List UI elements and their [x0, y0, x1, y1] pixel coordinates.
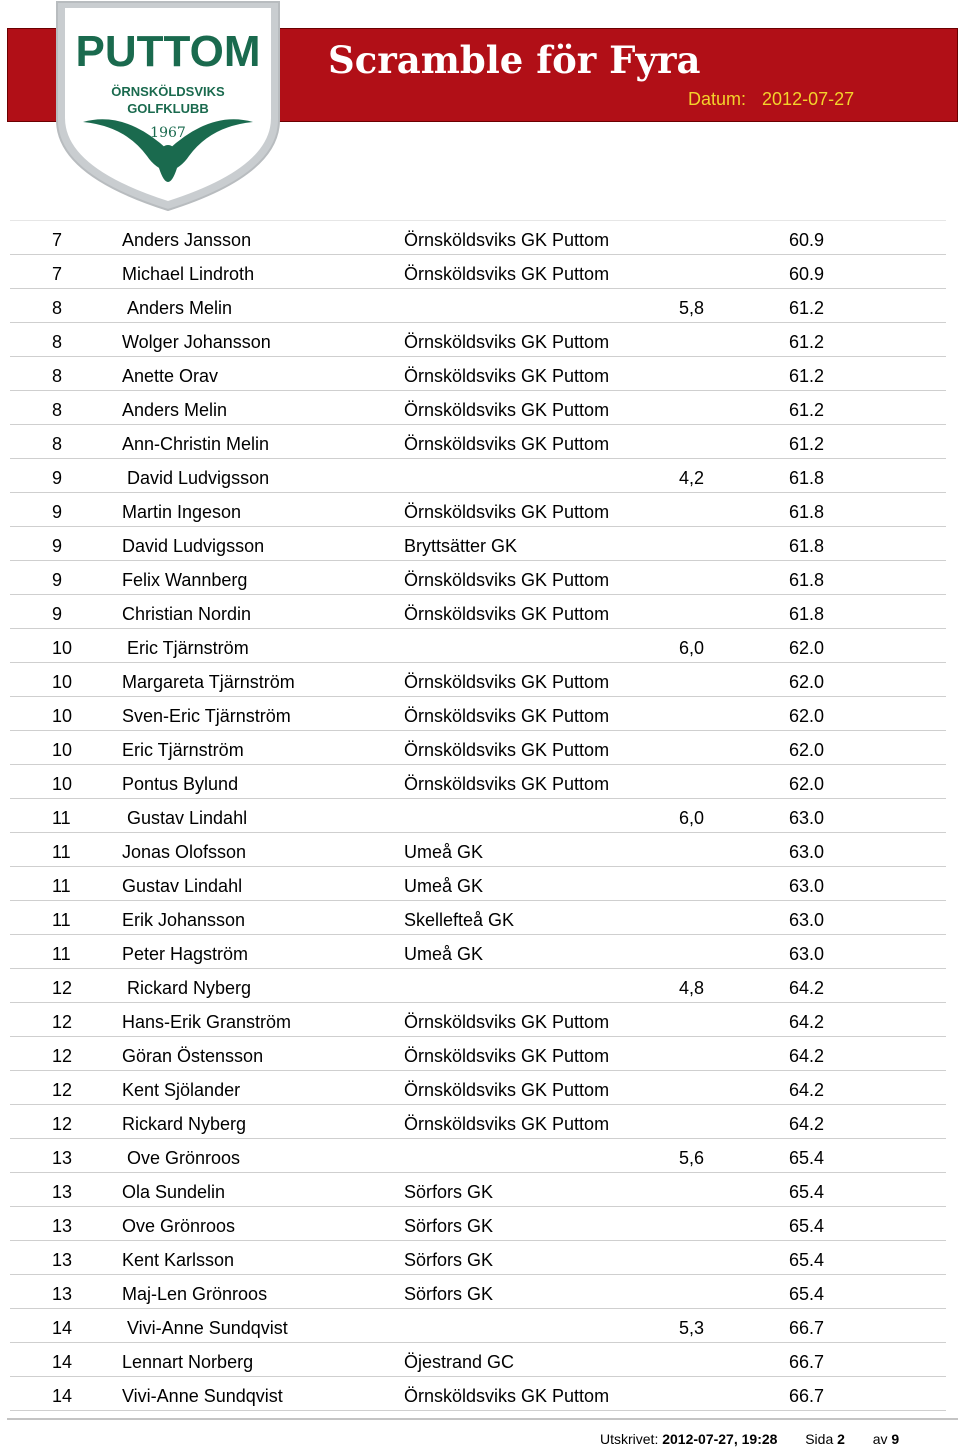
name-cell: Rickard Nyberg	[127, 978, 252, 998]
name-cell: Maj-Len Grönroos	[122, 1284, 268, 1304]
score-cell: 60.9	[788, 230, 824, 250]
club-cell: Örnsköldsviks GK Puttom	[404, 366, 610, 386]
results-list	[10, 220, 946, 1411]
position-cell: 9	[52, 468, 63, 488]
name-cell: Ola Sundelin	[122, 1182, 226, 1202]
player-row	[10, 935, 946, 969]
score-cell: 63.0	[788, 842, 824, 862]
position-cell: 12	[52, 1080, 73, 1100]
player-row	[10, 220, 946, 255]
position-cell: 13	[52, 1148, 73, 1168]
player-row	[10, 323, 946, 357]
name-cell: Pontus Bylund	[122, 774, 239, 794]
printed-label: Utskrivet:	[600, 1431, 659, 1447]
name-cell: Jonas Olofsson	[122, 842, 247, 862]
player-row	[10, 1377, 946, 1411]
score-cell: 63.0	[788, 944, 824, 964]
score-cell: 63.0	[788, 808, 824, 828]
club-cell: Örnsköldsviks GK Puttom	[404, 604, 610, 624]
player-row	[10, 663, 946, 697]
player-row	[10, 527, 946, 561]
club-cell: Örnsköldsviks GK Puttom	[404, 1046, 610, 1066]
player-row	[10, 391, 946, 425]
position-cell: 7	[52, 230, 63, 250]
position-cell: 8	[52, 400, 63, 420]
player-row	[10, 697, 946, 731]
handicap-cell: 5,6	[678, 1148, 704, 1168]
player-row	[10, 765, 946, 799]
team-row	[10, 629, 946, 663]
player-row	[10, 561, 946, 595]
club-cell: Umeå GK	[404, 944, 484, 964]
handicap-cell: 4,8	[678, 978, 704, 998]
club-cell: Örnsköldsviks GK Puttom	[404, 706, 610, 726]
position-cell: 8	[52, 298, 63, 318]
club-cell: Örnsköldsviks GK Puttom	[404, 672, 610, 692]
name-cell: Michael Lindroth	[122, 264, 255, 284]
name-cell: Gustav Lindahl	[122, 876, 243, 896]
score-cell: 61.2	[788, 366, 824, 386]
position-cell: 8	[52, 332, 63, 352]
player-row	[10, 1241, 946, 1275]
position-cell: 12	[52, 1114, 73, 1134]
score-cell: 61.8	[788, 604, 824, 624]
player-row	[10, 901, 946, 935]
score-cell: 64.2	[788, 1114, 824, 1134]
handicap-cell: 6,0	[678, 808, 704, 828]
name-cell: Erik Johansson	[122, 910, 246, 930]
player-row	[10, 493, 946, 527]
score-cell: 66.7	[788, 1352, 824, 1372]
position-cell: 10	[52, 774, 73, 794]
position-cell: 11	[52, 910, 71, 930]
name-cell: Wolger Johansson	[122, 332, 271, 352]
handicap-cell: 6,0	[678, 638, 704, 658]
name-cell: Rickard Nyberg	[122, 1114, 247, 1134]
club-cell: Örnsköldsviks GK Puttom	[404, 740, 610, 760]
club-cell: Örnsköldsviks GK Puttom	[404, 1080, 610, 1100]
position-cell: 10	[52, 740, 73, 760]
position-cell: 12	[52, 978, 73, 998]
date-label: Datum:	[688, 89, 747, 109]
club-cell: Örnsköldsviks GK Puttom	[404, 1114, 610, 1134]
score-cell: 64.2	[788, 1012, 824, 1032]
player-row	[10, 255, 946, 289]
name-cell: Felix Wannberg	[122, 570, 248, 590]
score-cell: 61.2	[788, 332, 824, 352]
date-row	[688, 89, 854, 110]
team-row	[10, 1309, 946, 1343]
page-total: 9	[891, 1431, 900, 1447]
score-cell: 65.4	[788, 1216, 824, 1236]
name-cell: Anders Melin	[127, 298, 233, 318]
club-logo	[55, 0, 281, 212]
name-cell: Sven-Eric Tjärnström	[122, 706, 291, 726]
position-cell: 11	[52, 876, 71, 896]
name-cell: David Ludvigsson	[122, 536, 265, 556]
name-cell: Göran Östensson	[122, 1046, 264, 1066]
score-cell: 61.8	[788, 502, 824, 522]
club-cell: Skellefteå GK	[404, 910, 515, 930]
score-cell: 64.2	[788, 1046, 824, 1066]
handicap-cell: 5,8	[678, 298, 704, 318]
name-cell: Gustav Lindahl	[127, 808, 248, 828]
club-cell: Umeå GK	[404, 876, 484, 896]
team-row	[10, 289, 946, 323]
player-row	[10, 1207, 946, 1241]
club-cell: Bryttsätter GK	[404, 536, 518, 556]
player-row	[10, 1275, 946, 1309]
position-cell: 13	[52, 1284, 73, 1304]
name-cell: Kent Sjölander	[122, 1080, 241, 1100]
handicap-cell: 4,2	[678, 468, 704, 488]
score-cell: 64.2	[788, 978, 824, 998]
score-cell: 62.0	[788, 706, 824, 726]
name-cell: Eric Tjärnström	[127, 638, 249, 658]
score-cell: 61.2	[788, 298, 824, 318]
name-cell: Peter Hagström	[122, 944, 249, 964]
player-row	[10, 731, 946, 765]
club-cell: Öjestrand GC	[404, 1352, 515, 1372]
position-cell: 11	[52, 944, 71, 964]
name-cell: Christian Nordin	[122, 604, 252, 624]
name-cell: David Ludvigsson	[127, 468, 270, 488]
club-cell: Örnsköldsviks GK Puttom	[404, 502, 610, 522]
name-cell: Ove Grönroos	[122, 1216, 236, 1236]
club-cell: Örnsköldsviks GK Puttom	[404, 332, 610, 352]
position-cell: 12	[52, 1046, 73, 1066]
name-cell: Anders Melin	[122, 400, 228, 420]
club-cell: Örnsköldsviks GK Puttom	[404, 400, 610, 420]
position-cell: 14	[52, 1386, 73, 1406]
name-cell: Kent Karlsson	[122, 1250, 235, 1270]
score-cell: 62.0	[788, 672, 824, 692]
player-row	[10, 1037, 946, 1071]
score-cell: 62.0	[788, 774, 824, 794]
club-cell: Örnsköldsviks GK Puttom	[404, 264, 610, 284]
score-cell: 65.4	[788, 1250, 824, 1270]
name-cell: Ove Grönroos	[127, 1148, 241, 1168]
name-cell: Martin Ingeson	[122, 502, 242, 522]
name-cell: Lennart Norberg	[122, 1352, 254, 1372]
logo-line2: GOLFKLUBB	[127, 101, 209, 116]
position-cell: 10	[52, 638, 73, 658]
position-cell: 9	[52, 604, 63, 624]
player-row	[10, 1343, 946, 1377]
player-row	[10, 425, 946, 459]
page-label: Sida	[805, 1431, 834, 1447]
name-cell: Vivi-Anne Sundqvist	[122, 1386, 283, 1406]
page-current: 2	[837, 1431, 845, 1447]
position-cell: 8	[52, 366, 63, 386]
team-row	[10, 799, 946, 833]
team-row	[10, 1139, 946, 1173]
name-cell: Vivi-Anne Sundqvist	[127, 1318, 288, 1338]
score-cell: 62.0	[788, 740, 824, 760]
position-cell: 11	[52, 842, 71, 862]
club-cell: Örnsköldsviks GK Puttom	[404, 434, 610, 454]
score-cell: 66.7	[788, 1318, 824, 1338]
position-cell: 13	[52, 1182, 73, 1202]
position-cell: 14	[52, 1352, 73, 1372]
name-cell: Hans-Erik Granström	[122, 1012, 292, 1032]
logo-year: 1967	[150, 125, 186, 141]
score-cell: 63.0	[788, 910, 824, 930]
score-cell: 64.2	[788, 1080, 824, 1100]
club-cell: Örnsköldsviks GK Puttom	[404, 1386, 610, 1406]
player-row	[10, 867, 946, 901]
player-row	[10, 1003, 946, 1037]
position-cell: 11	[52, 808, 71, 828]
logo-line1: ÖRNSKÖLDSVIKS	[111, 84, 225, 99]
handicap-cell: 5,3	[678, 1318, 704, 1338]
club-cell: Umeå GK	[404, 842, 484, 862]
score-cell: 65.4	[788, 1284, 824, 1304]
position-cell: 9	[52, 570, 63, 590]
position-cell: 10	[52, 672, 73, 692]
position-cell: 14	[52, 1318, 73, 1338]
score-cell: 61.2	[788, 400, 824, 420]
club-cell: Sörfors GK	[404, 1216, 494, 1236]
club-cell: Örnsköldsviks GK Puttom	[404, 1012, 610, 1032]
club-cell: Sörfors GK	[404, 1284, 494, 1304]
footer-divider	[7, 1418, 958, 1420]
score-cell: 60.9	[788, 264, 824, 284]
score-cell: 61.2	[788, 434, 824, 454]
name-cell: Margareta Tjärnström	[122, 672, 295, 692]
position-cell: 10	[52, 706, 73, 726]
score-cell: 65.4	[788, 1148, 824, 1168]
team-row	[10, 969, 946, 1003]
date-value: 2012-07-27	[762, 89, 855, 109]
score-cell: 61.8	[788, 468, 824, 488]
team-row	[10, 459, 946, 493]
name-cell: Eric Tjärnström	[122, 740, 244, 760]
page-sep: av	[872, 1431, 888, 1447]
position-cell: 8	[52, 434, 63, 454]
page-title: Scramble för Fyra	[328, 38, 701, 82]
position-cell: 13	[52, 1250, 73, 1270]
club-cell: Örnsköldsviks GK Puttom	[404, 230, 610, 250]
name-cell: Anette Orav	[122, 366, 219, 386]
position-cell: 7	[52, 264, 63, 284]
footer	[600, 1431, 899, 1447]
name-cell: Anders Jansson	[122, 230, 252, 250]
player-row	[10, 1071, 946, 1105]
printed-value: 2012-07-27, 19:28	[662, 1431, 778, 1447]
logo-name: PUTTOM	[75, 27, 261, 76]
position-cell: 9	[52, 502, 63, 522]
player-row	[10, 357, 946, 391]
position-cell: 9	[52, 536, 63, 556]
player-row	[10, 1105, 946, 1139]
club-cell: Sörfors GK	[404, 1182, 494, 1202]
club-cell: Örnsköldsviks GK Puttom	[404, 774, 610, 794]
score-cell: 61.8	[788, 570, 824, 590]
club-cell: Sörfors GK	[404, 1250, 494, 1270]
score-cell: 63.0	[788, 876, 824, 896]
score-cell: 62.0	[788, 638, 824, 658]
player-row	[10, 1173, 946, 1207]
player-row	[10, 833, 946, 867]
score-cell: 66.7	[788, 1386, 824, 1406]
name-cell: Ann-Christin Melin	[122, 434, 270, 454]
player-row	[10, 595, 946, 629]
position-cell: 13	[52, 1216, 73, 1236]
score-cell: 61.8	[788, 536, 824, 556]
position-cell: 12	[52, 1012, 73, 1032]
score-cell: 65.4	[788, 1182, 824, 1202]
club-cell: Örnsköldsviks GK Puttom	[404, 570, 610, 590]
